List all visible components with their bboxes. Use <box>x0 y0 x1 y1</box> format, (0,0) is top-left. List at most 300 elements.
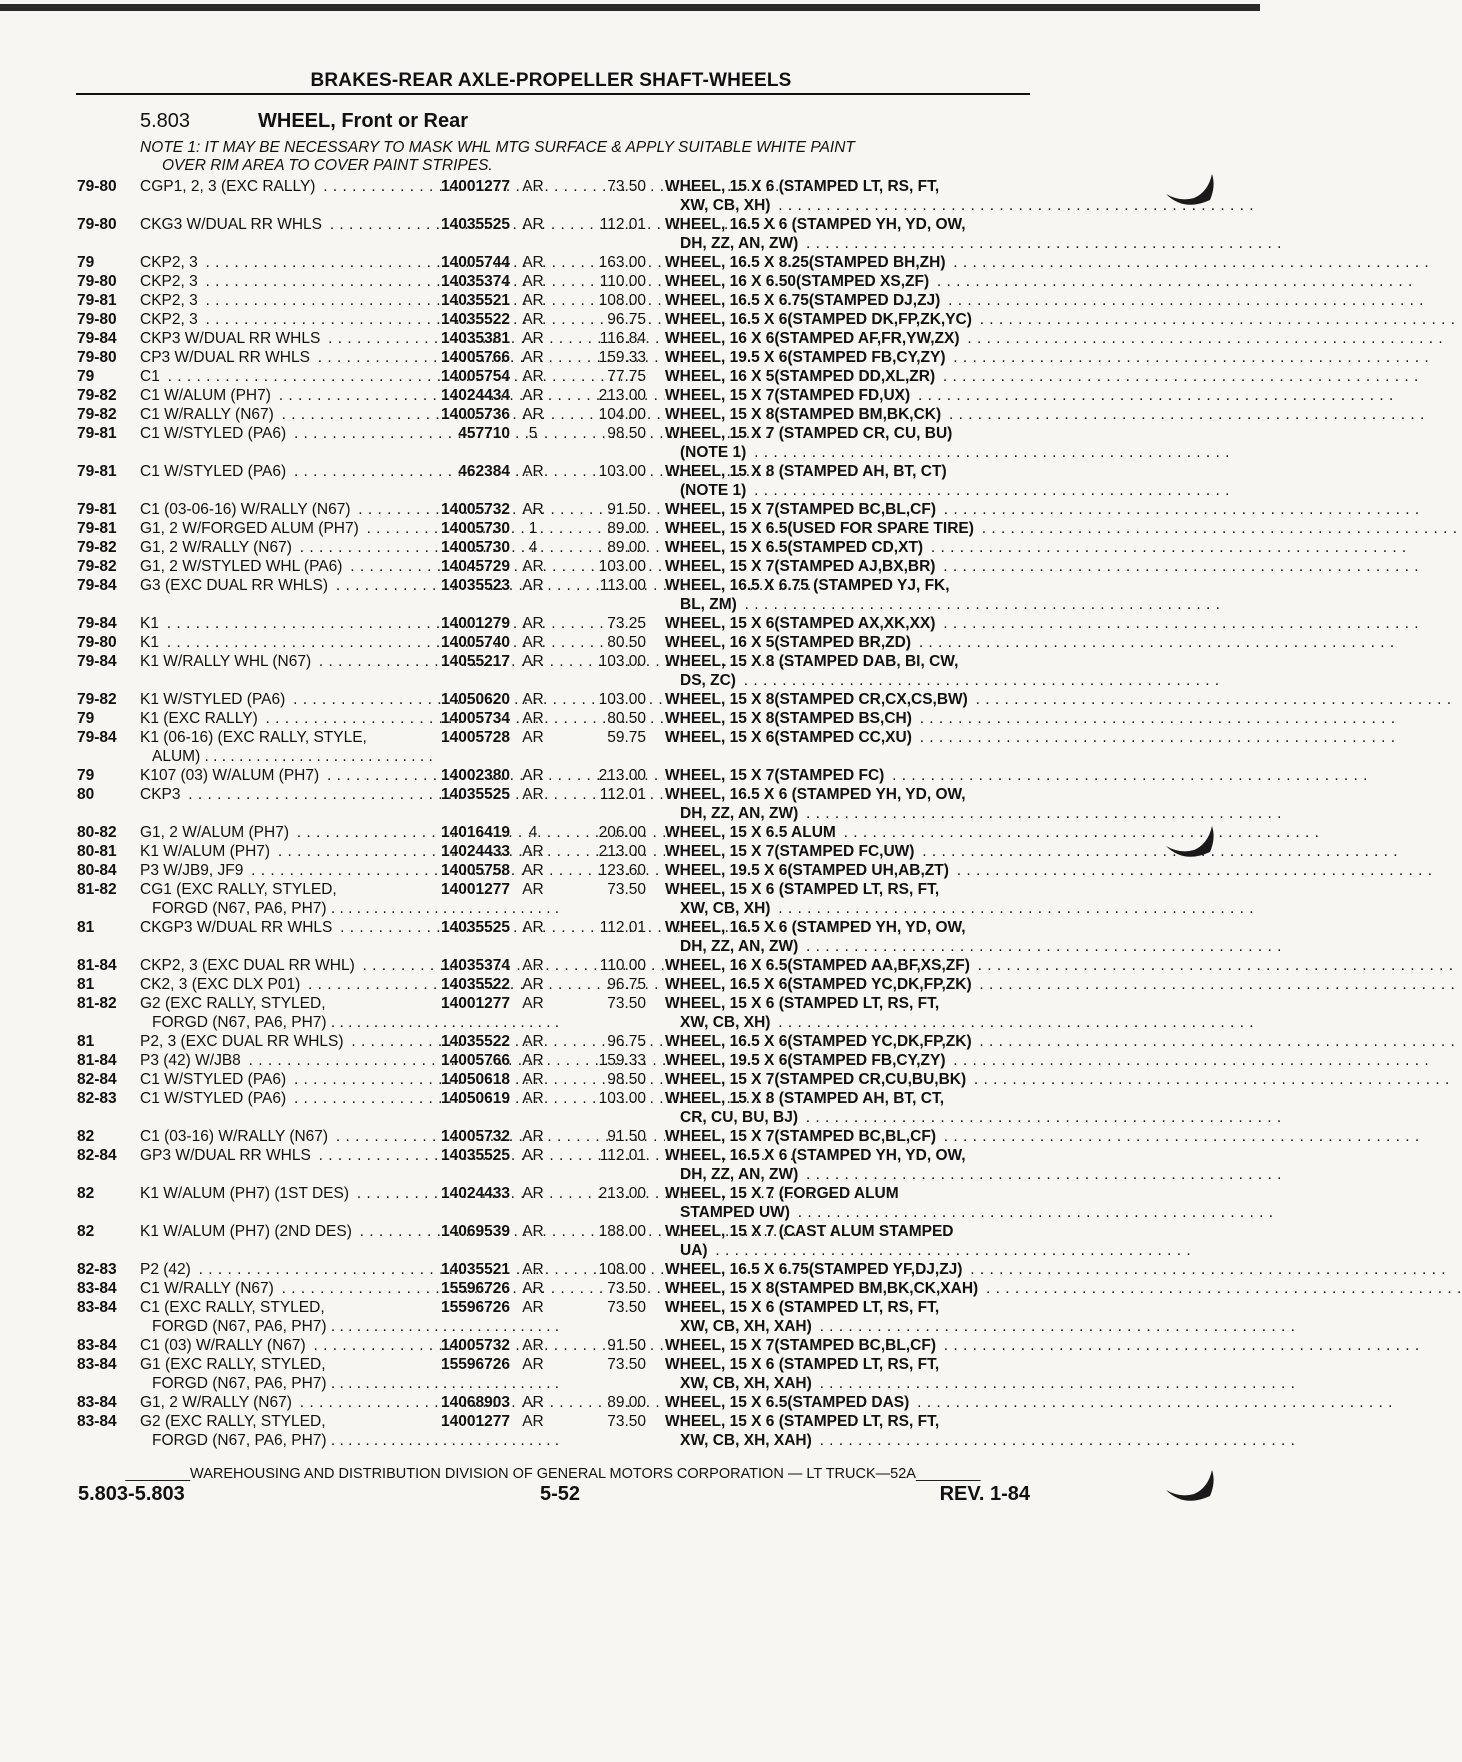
model-year: 79-84 <box>77 615 117 632</box>
part-name-cont-text: DH, ZZ, AN, ZW) <box>680 805 801 822</box>
usage-description-cont-text: FORGD (N67, PA6, PH7) <box>152 1014 327 1031</box>
usage-description-text: K1 <box>140 615 162 632</box>
model-year: 82-84 <box>77 1147 117 1164</box>
part-name <box>665 766 1030 785</box>
usage-description <box>140 652 408 671</box>
part-name-cont <box>680 1431 1030 1450</box>
dot-leader: . . . . . . . . . . . . . . . . . . . . . . . . . . . <box>326 1318 560 1335</box>
part-name-cont-text: XW, CB, XH, XAH) <box>680 1375 815 1392</box>
quantity: AR <box>522 1299 544 1316</box>
price: 91.50 <box>607 501 646 518</box>
usage-description-text: C1 W/STYLED (PA6) <box>140 463 289 480</box>
table-row <box>0 557 1260 576</box>
part-name: WHEEL, 16.5 X 6 (STAMPED YH, YD, OW, <box>665 1147 966 1164</box>
usage-description-text: C1 W/RALLY (N67) <box>140 1280 277 1297</box>
quantity: AR <box>522 729 544 746</box>
part-number: 14035525 <box>441 216 510 233</box>
part-number: 14005754 <box>441 368 510 385</box>
part-number: 14005732 <box>441 501 510 518</box>
part-name-text: WHEEL, 16 X 6.5(STAMPED AA,BF,XS,ZF) <box>665 957 973 974</box>
part-name: WHEEL, 15 X 8 (STAMPED DAB, BI, CW, <box>665 653 959 670</box>
part-name <box>665 842 1030 861</box>
price: 73.50 <box>607 1299 646 1316</box>
dot-leader: . . . . . . . . . . . . . . . . . . . . . . . . . . . <box>326 1375 560 1392</box>
usage-description-cont <box>152 1374 560 1393</box>
quantity: AR <box>522 1185 544 1202</box>
quantity: AR <box>522 311 544 328</box>
usage-description-text: GP3 W/DUAL RR WHLS <box>140 1147 314 1164</box>
usage-description-text: P3 (42) W/JB8 <box>140 1052 244 1069</box>
part-number: 14024433 <box>441 843 510 860</box>
part-name-cont <box>680 443 1030 462</box>
usage-description-cont-text: FORGD (N67, PA6, PH7) <box>152 900 327 917</box>
table-row <box>0 614 1260 633</box>
table-row <box>0 1032 1260 1051</box>
usage-description <box>140 253 408 272</box>
part-number: 14035521 <box>441 1261 510 1278</box>
price: 110.00 <box>599 957 646 974</box>
usage-description-cont-text: FORGD (N67, PA6, PH7) <box>152 1432 327 1449</box>
part-number: 14005734 <box>441 710 510 727</box>
part-name <box>665 310 1030 329</box>
dot-leader: . . . . . . . . . . . . . . . . . . . . . . . . . . . <box>326 1432 560 1449</box>
quantity: AR <box>522 387 544 404</box>
part-name-cont <box>680 1203 1030 1222</box>
part-name-text: WHEEL, 16 X 6(STAMPED AF,FR,YW,ZX) <box>665 330 963 347</box>
usage-description <box>140 1393 408 1412</box>
quantity: AR <box>522 1280 544 1297</box>
price: 110.00 <box>599 273 646 290</box>
price: 213.00 <box>598 1185 646 1202</box>
part-name: WHEEL, 15 X 6 (STAMPED LT, RS, FT, <box>665 995 940 1012</box>
table-row <box>0 1070 1260 1089</box>
part-name-text: WHEEL, 16 X 5(STAMPED DD,XL,ZR) <box>665 368 938 385</box>
model-year: 79-80 <box>77 349 117 366</box>
table-row <box>0 633 1260 652</box>
usage-description-text: CKP2, 3 <box>140 254 201 271</box>
part-name <box>665 348 1030 367</box>
part-number: 14035523 <box>441 577 510 594</box>
usage-description-text: C1 (03) W/RALLY (N67) <box>140 1337 309 1354</box>
part-name <box>665 538 1030 557</box>
part-number: 15596726 <box>441 1280 510 1297</box>
part-name: WHEEL, 15 X 6 (STAMPED LT, RS, FT, <box>665 1299 940 1316</box>
part-name-cont <box>680 804 1030 823</box>
part-name <box>665 386 1030 405</box>
table-row <box>0 1298 1260 1336</box>
part-name <box>665 690 1030 709</box>
part-number: 14005730 <box>441 520 510 537</box>
quantity: AR <box>522 558 544 575</box>
model-year: 79-84 <box>77 330 117 347</box>
price: 73.50 <box>607 1356 646 1373</box>
part-name <box>665 291 1030 310</box>
part-name-cont <box>680 1165 1030 1184</box>
usage-description-text: CKP2, 3 <box>140 311 201 328</box>
quantity: AR <box>522 577 544 594</box>
part-number: 14016419 <box>441 824 510 841</box>
price: 108.00 <box>598 292 646 309</box>
dot-leader: . . . . . . . . . . . . . . . . . . . . . . . . . . . <box>326 900 560 917</box>
quantity: AR <box>522 368 544 385</box>
usage-description-text: G2 (EXC RALLY, STYLED, <box>140 995 329 1012</box>
table-row <box>0 1184 1260 1222</box>
part-name: WHEEL, 16.5 X 6.75 (STAMPED YJ, FK, <box>665 577 950 594</box>
usage-description-text: CKP3 <box>140 786 184 803</box>
part-name-text: WHEEL, 15 X 8(STAMPED CR,CX,CS,BW) <box>665 691 971 708</box>
part-name: WHEEL, 15 X 6 (STAMPED LT, RS, FT, <box>665 178 940 195</box>
usage-description <box>140 614 408 633</box>
price: 213.00 <box>598 843 646 860</box>
table-row <box>0 823 1260 842</box>
model-year: 81 <box>77 919 95 936</box>
price: 163.00 <box>598 254 646 271</box>
price: 213.00 <box>598 767 646 784</box>
part-name <box>665 633 1030 652</box>
part-name <box>665 329 1030 348</box>
part-number: 14050618 <box>441 1071 510 1088</box>
usage-description <box>140 1355 408 1374</box>
usage-description-text: C1 W/RALLY (N67) <box>140 406 277 423</box>
usage-description-text: K1 W/ALUM (PH7) (2ND DES) <box>140 1223 355 1240</box>
table-row <box>0 253 1260 272</box>
price: 112.01 <box>599 919 646 936</box>
usage-description-text: CKP2, 3 <box>140 292 201 309</box>
part-name-cont-text: XW, CB, XH, XAH) <box>680 1432 815 1449</box>
quantity: AR <box>522 691 544 708</box>
part-name-cont <box>680 481 1030 500</box>
usage-description-text: G1, 2 W/ALUM (PH7) <box>140 824 292 841</box>
quantity: AR <box>522 501 544 518</box>
table-row <box>0 728 1260 766</box>
usage-description <box>140 728 408 747</box>
part-name-cont-text: CR, CU, BU, BJ) <box>680 1109 801 1126</box>
part-name-text: WHEEL, 15 X 7(STAMPED BC,BL,CF) <box>665 501 939 518</box>
model-year: 80 <box>77 786 95 803</box>
usage-description-cont <box>152 1013 560 1032</box>
part-number: 462384 <box>458 463 510 480</box>
table-row <box>0 1393 1260 1412</box>
quantity: AR <box>522 292 544 309</box>
table-row <box>0 215 1260 253</box>
quantity: AR <box>522 710 544 727</box>
part-name-cont-text: BL, ZM) <box>680 596 740 613</box>
price: 89.00 <box>607 539 646 556</box>
section-title: WHEEL, Front or Rear <box>258 110 469 132</box>
part-name-cont <box>680 234 1030 253</box>
table-row <box>0 500 1260 519</box>
part-number: 14005766 <box>441 1052 510 1069</box>
part-name: WHEEL, 15 X 6 (STAMPED LT, RS, FT, <box>665 881 940 898</box>
model-year: 83-84 <box>77 1299 117 1316</box>
quantity: AR <box>522 995 544 1012</box>
usage-description <box>140 367 408 386</box>
part-name-text: WHEEL, 15 X 7(STAMPED FC) <box>665 767 887 784</box>
part-number: 14001277 <box>441 178 510 195</box>
part-name-cont <box>680 1108 1030 1127</box>
part-name-cont-text: DS, ZC) <box>680 672 739 689</box>
part-name: WHEEL, 15 X 8 (STAMPED AH, BT, CT, <box>665 1090 945 1107</box>
part-name <box>665 519 1030 538</box>
usage-description-text: K1 W/ALUM (PH7) (1ST DES) <box>140 1185 352 1202</box>
price: 59.75 <box>607 729 646 746</box>
table-row <box>0 1336 1260 1355</box>
usage-description <box>140 576 408 595</box>
part-name-text: WHEEL, 16.5 X 6.75(STAMPED YF,DJ,ZJ) <box>665 1261 965 1278</box>
price: 159.33 <box>598 1052 646 1069</box>
part-name-cont <box>680 1374 1030 1393</box>
part-name <box>665 367 1030 386</box>
price: 188.00 <box>598 1223 646 1240</box>
price: 98.50 <box>607 1071 646 1088</box>
price: 103.00 <box>598 691 646 708</box>
part-name-cont <box>680 1241 1030 1260</box>
model-year: 83-84 <box>77 1337 117 1354</box>
usage-description-text: K1 W/STYLED (PA6) <box>140 691 288 708</box>
model-year: 82-83 <box>77 1090 117 1107</box>
part-name-cont-text: XW, CB, XH) <box>680 197 773 214</box>
part-number: 14035522 <box>441 1033 510 1050</box>
table-row <box>0 424 1260 462</box>
usage-description <box>140 1051 408 1070</box>
usage-description-cont-text: FORGD (N67, PA6, PH7) <box>152 1318 327 1335</box>
part-number: 15596726 <box>441 1356 510 1373</box>
quantity: AR <box>522 1356 544 1373</box>
table-row <box>0 785 1260 823</box>
part-name <box>665 1032 1030 1051</box>
table-row <box>0 880 1260 918</box>
part-name: WHEEL, 16.5 X 6 (STAMPED YH, YD, OW, <box>665 786 966 803</box>
part-name <box>665 1127 1030 1146</box>
table-row <box>0 576 1260 614</box>
usage-description-text: CGP1, 2, 3 (EXC RALLY) <box>140 178 318 195</box>
quantity: AR <box>522 767 544 784</box>
table-row <box>0 177 1260 215</box>
usage-description-text: C1 (03-16) W/RALLY (N67) <box>140 1128 331 1145</box>
part-name-text: WHEEL, 19.5 X 6(STAMPED FB,CY,ZY) <box>665 1052 948 1069</box>
quantity: AR <box>522 1090 544 1107</box>
usage-description <box>140 1336 408 1355</box>
usage-description-text: CKP2, 3 <box>140 273 201 290</box>
part-name <box>665 1070 1030 1089</box>
model-year: 81-82 <box>77 995 117 1012</box>
part-name-text: WHEEL, 15 X 7(STAMPED CR,CU,BU,BK) <box>665 1071 969 1088</box>
usage-description-text: C1 W/STYLED (PA6) <box>140 1071 289 1088</box>
part-number: 14050620 <box>441 691 510 708</box>
model-year: 82-84 <box>77 1071 117 1088</box>
usage-description <box>140 1089 408 1108</box>
part-number: 457710 <box>458 425 510 442</box>
usage-description <box>140 633 408 652</box>
part-name-text: WHEEL, 15 X 8(STAMPED BS,CH) <box>665 710 915 727</box>
part-name <box>665 1260 1030 1279</box>
part-name-cont-text: XW, CB, XH) <box>680 1014 773 1031</box>
price: 113.00 <box>599 577 646 594</box>
usage-description <box>140 1146 408 1165</box>
usage-description-text: P2, 3 (EXC DUAL RR WHLS) <box>140 1033 347 1050</box>
part-name <box>665 1279 1030 1298</box>
part-number: 14005732 <box>441 1128 510 1145</box>
part-name-text: WHEEL, 16 X 5(STAMPED BR,ZD) <box>665 634 914 651</box>
usage-description-text: CG1 (EXC RALLY, STYLED, <box>140 881 340 898</box>
model-year: 79-84 <box>77 577 117 594</box>
table-row <box>0 367 1260 386</box>
footer-division-text: WAREHOUSING AND DISTRIBUTION DIVISION OF GENERAL MOTORS CORPORATION — LT TRUCK—52A <box>190 1466 916 1482</box>
usage-description <box>140 424 408 443</box>
price: 103.00 <box>598 558 646 575</box>
part-number: 14050619 <box>441 1090 510 1107</box>
part-name <box>665 1336 1030 1355</box>
usage-description-text: CKGP3 W/DUAL RR WHLS <box>140 919 335 936</box>
model-year: 79-80 <box>77 216 117 233</box>
part-name-cont <box>680 671 1030 690</box>
quantity: AR <box>522 786 544 803</box>
usage-description <box>140 690 408 709</box>
part-number: 14001277 <box>441 881 510 898</box>
usage-description-text: P2 (42) <box>140 1261 194 1278</box>
table-row <box>0 310 1260 329</box>
usage-description <box>140 994 408 1013</box>
price: 206.00 <box>598 824 646 841</box>
usage-description-text: CKP3 W/DUAL RR WHLS <box>140 330 323 347</box>
part-name: WHEEL, 16.5 X 6 (STAMPED YH, YD, OW, <box>665 216 966 233</box>
table-row <box>0 519 1260 538</box>
usage-description <box>140 709 408 728</box>
quantity: AR <box>522 1394 544 1411</box>
usage-description <box>140 956 408 975</box>
price: 103.00 <box>598 1090 646 1107</box>
model-year: 79-84 <box>77 653 117 670</box>
usage-description-text: K1 (EXC RALLY) <box>140 710 261 727</box>
quantity: AR <box>522 406 544 423</box>
model-year: 81-82 <box>77 881 117 898</box>
part-name-text: WHEEL, 15 X 7(STAMPED AJ,BX,BR) <box>665 558 938 575</box>
part-name <box>665 975 1030 994</box>
price: 96.75 <box>607 311 646 328</box>
usage-description <box>140 880 408 899</box>
usage-description <box>140 1127 408 1146</box>
quantity: AR <box>522 216 544 233</box>
usage-description <box>140 177 408 196</box>
price: 73.25 <box>607 615 646 632</box>
usage-description-text: C1 (03-06-16) W/RALLY (N67) <box>140 501 353 518</box>
price: 123.60 <box>598 862 646 879</box>
table-row <box>0 1089 1260 1127</box>
quantity: 5 <box>528 425 538 442</box>
usage-description <box>140 557 408 576</box>
part-name-cont <box>680 1013 1030 1032</box>
footer-revision: REV. 1-84 <box>939 1483 1030 1505</box>
quantity: AR <box>522 1337 544 1354</box>
table-row <box>0 538 1260 557</box>
part-name <box>665 272 1030 291</box>
usage-description-text: CKG3 W/DUAL RR WHLS <box>140 216 325 233</box>
part-name <box>665 405 1030 424</box>
part-number: 14055217 <box>441 653 510 670</box>
part-name <box>665 956 1030 975</box>
usage-description-text: G1, 2 W/RALLY (N67) <box>140 1394 295 1411</box>
model-year: 83-84 <box>77 1394 117 1411</box>
part-name-text: WHEEL, 15 X 6.5(USED FOR SPARE TIRE) <box>665 520 977 537</box>
part-number: 14001279 <box>441 615 510 632</box>
quantity: AR <box>522 1261 544 1278</box>
table-row <box>0 272 1260 291</box>
quantity: AR <box>522 881 544 898</box>
model-year: 82 <box>77 1185 95 1202</box>
model-year: 79-82 <box>77 558 117 575</box>
quantity: AR <box>522 178 544 195</box>
price: 91.50 <box>607 1128 646 1145</box>
usage-description-cont <box>152 747 433 766</box>
model-year: 81 <box>77 976 95 993</box>
usage-description-cont <box>152 1431 560 1450</box>
part-number: 14002380 <box>441 767 510 784</box>
model-year: 79-80 <box>77 634 117 651</box>
table-row <box>0 1355 1260 1393</box>
usage-description <box>140 462 408 481</box>
part-number: 14005730 <box>441 539 510 556</box>
part-name <box>665 614 1030 633</box>
table-row <box>0 1279 1260 1298</box>
usage-description-text: G1 (EXC RALLY, STYLED, <box>140 1356 329 1373</box>
quantity: AR <box>522 653 544 670</box>
table-row <box>0 1222 1260 1260</box>
part-name-cont-text: XW, CB, XH, XAH) <box>680 1318 815 1335</box>
part-number: 15596726 <box>441 1299 510 1316</box>
price: 96.75 <box>607 976 646 993</box>
usage-description-text: C1 W/ALUM (PH7) <box>140 387 274 404</box>
usage-description <box>140 785 408 804</box>
part-number: 14005732 <box>441 1337 510 1354</box>
footer-division: ________WAREHOUSING AND DISTRIBUTION DIVISION OF GENERAL MOTORS CORPORATION — LT TRUCK—52A________ <box>125 1466 981 1482</box>
dot-leader: . . . . . . . . . . . . . . . . . . . . . . . . . . . <box>200 748 433 765</box>
price: 73.50 <box>607 1280 646 1297</box>
usage-description-text: CKP2, 3 (EXC DUAL RR WHL) <box>140 957 358 974</box>
part-name <box>665 253 1030 272</box>
price: 80.50 <box>607 710 646 727</box>
quantity: AR <box>522 1071 544 1088</box>
usage-description-cont-text: ALUM) <box>152 748 201 765</box>
part-name-text: WHEEL, 15 X 8(STAMPED BM,BK,CK) <box>665 406 944 423</box>
part-name-text: WHEEL, 15 X 6.5(STAMPED DAS) <box>665 1394 912 1411</box>
part-name <box>665 709 1030 728</box>
usage-description <box>140 519 408 538</box>
usage-description-text: G1, 2 W/FORGED ALUM (PH7) <box>140 520 362 537</box>
usage-description-text: P3 W/JB9, JF9 <box>140 862 246 879</box>
table-row <box>0 1412 1260 1450</box>
usage-description <box>140 918 408 937</box>
part-name-cont-text: (NOTE 1) <box>680 444 749 461</box>
part-name-cont <box>680 595 1030 614</box>
part-name-text: WHEEL, 16.5 X 6(STAMPED YC,DK,FP,ZK) <box>665 976 975 993</box>
quantity: AR <box>522 862 544 879</box>
usage-description <box>140 1222 408 1241</box>
table-row <box>0 1051 1260 1070</box>
model-year: 79 <box>77 767 95 784</box>
usage-description <box>140 272 408 291</box>
usage-description-cont <box>152 899 560 918</box>
price: 112.01 <box>599 786 646 803</box>
usage-description <box>140 1298 408 1317</box>
part-number: 14035522 <box>441 311 510 328</box>
table-row <box>0 842 1260 861</box>
price: 108.00 <box>598 1261 646 1278</box>
part-name: WHEEL, 15 X 7 (CAST ALUM STAMPED <box>665 1223 954 1240</box>
model-year: 79 <box>77 368 95 385</box>
usage-description <box>140 1070 408 1089</box>
model-year: 79-80 <box>77 178 117 195</box>
part-name <box>665 557 1030 576</box>
